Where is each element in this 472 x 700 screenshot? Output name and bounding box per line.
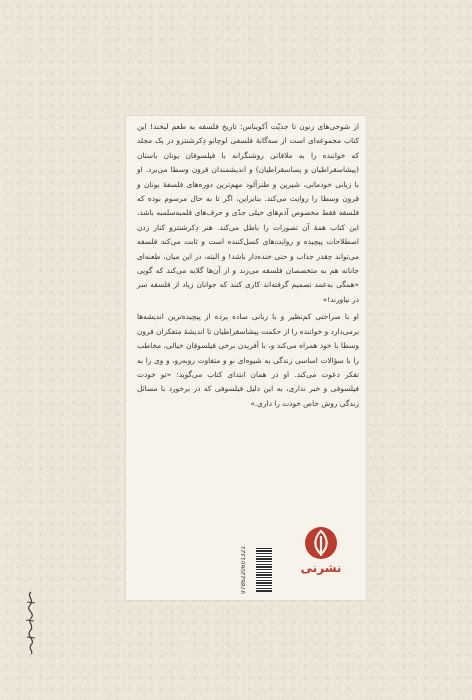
blurb-paragraph-1: از شوخی‌های زنون تا جدیّت آکویناس: تاریخ فلسفه به طعم لبخند! این کتاب مجموعه‌ای است از سه‌گانهٔ فلسفی لوچانو دِکرشنتزو در یک مجلد که خواننده را به ملاقاتی روشنگرانه با فیلسوفان یونان باستان (پیشاسقراطیان و پساسقراطیان) و اندیشمندان قرون وسطا می‌برد. او با زبانی خودمانی، شیرین و طنزآلود مهم‌ترین دوره‌های فلسفهٔ یونان و قرون وسطا را روایت می‌کند. بنابراین، اگر تا به حال مرسوم بوده که فلسفه فقط مخصوص آدم‌های خیلی جدّی و حرف‌های قلمبه‌سلمبه باشد، این کتاب همهٔ آن تصورات را باطل می‌کند. هنر دِکرشنتزو کنار زدن اصطلاحات پیچیده و روایت‌های کسل‌کننده است و ثابت می‌کند فلسفه می‌تواند چقدر جذاب و حتی خنده‌دار باشد! و البته، در این میان، طعنه‌ای جانانه هم به متخصصان فلسفه می‌زند و از آن‌ها گلایه می‌کند که گویی «همگی به‌عمد تصمیم گرفته‌اند کاری کنند که جوانان زیاد از فلسفه سر در نیاورند!» bbox=[137, 122, 359, 304]
handwritten-signature bbox=[22, 590, 40, 656]
publisher-name: نشرنی bbox=[300, 561, 342, 575]
blurb-paragraph-2: او با صراحتی کم‌نظیر و با زبانی ساده پرده از پیچیده‌ترین اندیشه‌ها برمی‌دارد و خواننده را از حکمت پیشاسقراطیان تا اندیشهٔ متفکران قرون وسطا با خود همراه می‌کند و، با آفریدن برخی فیلسوفان خیالی، مخاطب را با سؤالات اساسی زندگی به شیوه‌ای نو و متفاوت روبه‌رو، و وی را به تفکر دعوت می‌کند. او در همان ابتدای کتاب می‌گوید: «تو خودت فیلسوفی و خبر نداری، به این دلیل فیلسوفی که در برخورد با مسائل زندگی روش خاص خودت را داری.» bbox=[137, 312, 359, 408]
reed-flame-icon bbox=[305, 527, 337, 559]
barcode bbox=[256, 548, 272, 592]
isbn-number: 9786220601321 bbox=[241, 546, 247, 594]
back-cover-blurb bbox=[137, 120, 359, 414]
publisher-logo bbox=[298, 527, 344, 583]
